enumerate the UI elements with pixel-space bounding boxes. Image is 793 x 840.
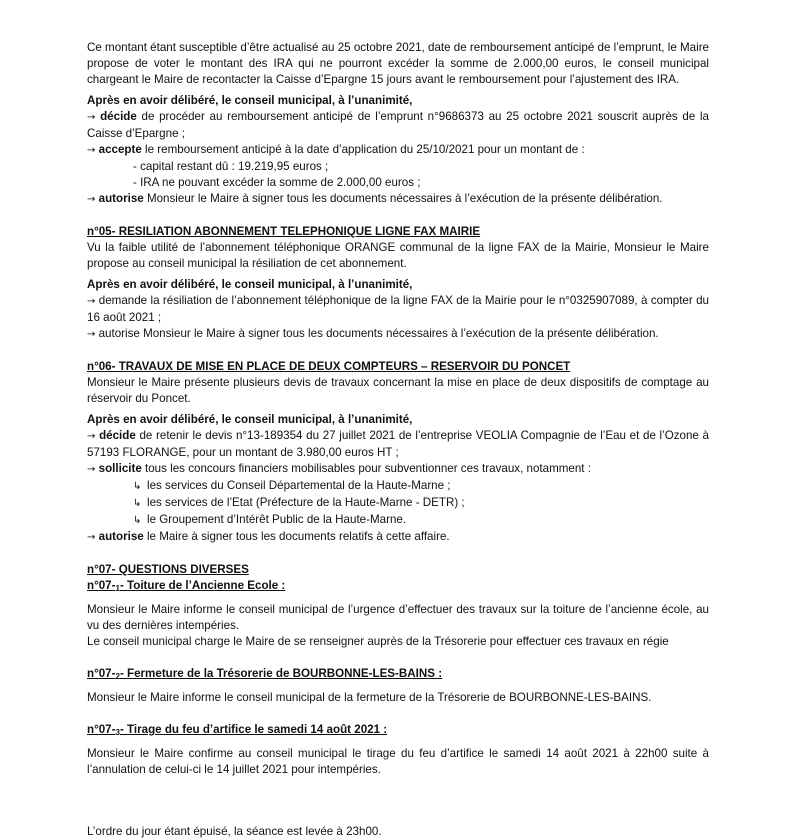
autorise-keyword: autorise <box>98 192 144 205</box>
subsection-number: 2 <box>115 672 120 681</box>
document-page <box>87 40 709 840</box>
accepte-text: le remboursement anticipé à la date d’application du 25/10/2021 pour un montant de : <box>141 143 585 156</box>
arrow-icon: → <box>87 464 96 475</box>
decide-keyword: décide <box>100 110 137 123</box>
subsection-07-3-paragraph: Monsieur le Maire confirme au conseil municipal le tirage du feu d’artifice le samedi 14 août 2021 à 22h00 suite à l’annulation de celui-ci le 14 juillet 2021 pour intempéries. <box>87 747 709 776</box>
decide-text: de procéder au remboursement anticipé de l’emprunt n°9686373 au 25 octobre 2021 souscrit auprès de la Caisse d’Epargne ; <box>87 110 709 140</box>
amount-item-ira: - IRA ne pouvant excéder la somme de 2.000,00 euros ; <box>133 176 421 189</box>
return-arrow-icon: ↳ <box>133 481 142 492</box>
subsection-prefix: n°07- <box>87 579 116 592</box>
section-05-autorise <box>87 326 709 343</box>
subsection-prefix: n°07- <box>87 667 116 680</box>
subsection-number: 3 <box>115 728 120 737</box>
autorise-text: le Maire à signer tous les documents relatifs à cette affaire. <box>143 530 450 543</box>
subsection-07-1-paragraph: Monsieur le Maire informe le conseil municipal de l’urgence d’effectuer des travaux sur la toiture de l’ancienne école, au vu des dernières intempéries. <box>87 603 709 632</box>
subsection-title-text: - Toiture de l’Ancienne Ecole : <box>119 579 286 592</box>
arrow-icon: → <box>87 329 96 340</box>
amount-item-capital: - capital restant dû : 19.219,95 euros ; <box>133 160 329 173</box>
autorise-text: Monsieur le Maire à signer tous les documents nécessaires à l’exécution de la présente délibération. <box>143 192 663 205</box>
autorise-keyword: autorise <box>98 530 144 543</box>
deliberation-heading: Après en avoir délibéré, le conseil municipal, à l’unanimité, <box>87 278 413 291</box>
closing-statement: L’ordre du jour étant épuisé, la séance est levée à 23h00. <box>87 825 382 838</box>
section-05-intro: Vu la faible utilité de l’abonnement téléphonique ORANGE communal de la ligne FAX de la Mairie, Monsieur le Maire propose au conseil municipal la résiliation de cet abonnement. <box>87 241 709 270</box>
ira-intro-paragraph: Ce montant étant susceptible d’être actualisé au 25 octobre 2021, date de remboursement anticipé de l’emprunt, le Maire propose de voter le montant des IRA qui ne pourront excéder la somme de 2.000,00 euros, le conseil municipal chargeant le Maire de recontacter la Caisse d’Epargne 15 jours avant le remboursement pour l’ajustement des IRA. <box>87 41 709 86</box>
section-06-sollicite <box>87 461 709 478</box>
subsection-07-2-title <box>87 666 709 685</box>
arrow-icon: → <box>87 194 96 205</box>
decision-accepte <box>87 142 709 159</box>
funding-item-etat <box>87 495 709 512</box>
subsection-title-text: - Fermeture de la Trésorerie de BOURBONNE-LES-BAINS : <box>119 667 443 680</box>
decision-autorise <box>87 191 709 208</box>
arrow-icon: → <box>87 296 96 307</box>
section-06-intro: Monsieur le Maire présente plusieurs devis de travaux concernant la mise en place de deux dispositifs de comptage au réservoir du Poncet. <box>87 376 709 405</box>
funding-item-text: le Groupement d’Intérêt Public de la Haute-Marne. <box>147 513 407 526</box>
funding-item-text: les services de l’Etat (Préfecture de la Haute-Marne - DETR) ; <box>147 496 465 509</box>
funding-item-text: les services du Conseil Départemental de la Haute-Marne ; <box>147 479 451 492</box>
arrow-icon: → <box>87 431 96 442</box>
autorise-text: autorise Monsieur le Maire à signer tous les documents nécessaires à l’exécution de la présente délibération. <box>95 327 659 340</box>
section-06-decide <box>87 428 709 461</box>
subsection-07-1-paragraph-2: Le conseil municipal charge le Maire de se renseigner auprès de la Trésorerie pour effectuer ces travaux en régie <box>87 635 669 648</box>
sollicite-keyword: sollicite <box>98 462 142 475</box>
funding-item-departement <box>87 478 709 495</box>
arrow-icon: → <box>87 112 96 123</box>
subsection-07-3-title <box>87 722 709 741</box>
decide-text: de retenir le devis n°13-189354 du 27 juillet 2021 de l’entreprise VEOLIA Compagnie de l’Eau et de l’Ozone à 57193 FLORANGE, pour un montant de 3.980,00 euros HT ; <box>87 429 709 459</box>
subsection-07-2-paragraph: Monsieur le Maire informe le conseil municipal de la fermeture de la Trésorerie de BOURBONNE-LES-BAINS. <box>87 691 652 704</box>
sollicite-text: tous les concours financiers mobilisables pour subventionner ces travaux, notamment : <box>141 462 591 475</box>
arrow-icon: → <box>87 532 96 543</box>
section-05-title: n°05- RESILIATION ABONNEMENT TELEPHONIQUE LIGNE FAX MAIRIE <box>87 225 481 238</box>
section-07-title: n°07- QUESTIONS DIVERSES <box>87 563 249 576</box>
deliberation-heading: Après en avoir délibéré, le conseil municipal, à l’unanimité, <box>87 413 413 426</box>
return-arrow-icon: ↳ <box>133 515 142 526</box>
subsection-prefix: n°07- <box>87 723 116 736</box>
deliberation-heading: Après en avoir délibéré, le conseil municipal, à l’unanimité, <box>87 94 413 107</box>
section-06-autorise <box>87 529 709 546</box>
subsection-title-text: - Tirage du feu d’artifice le samedi 14 août 2021 : <box>119 723 388 736</box>
funding-item-gip <box>87 512 709 529</box>
arrow-icon: → <box>87 145 96 156</box>
return-arrow-icon: ↳ <box>133 498 142 509</box>
section-05-demande <box>87 293 709 326</box>
subsection-07-1-title <box>87 578 709 597</box>
decide-keyword: décide <box>99 429 136 442</box>
decision-decide <box>87 109 709 142</box>
section-06-title: n°06- TRAVAUX DE MISE EN PLACE DE DEUX COMPTEURS – RESERVOIR DU PONCET <box>87 360 571 373</box>
demande-text: demande la résiliation de l’abonnement téléphonique de la ligne FAX de la Mairie pour le n°0325907089, à compter du 16 août 2021 ; <box>87 294 709 324</box>
subsection-number: 1 <box>115 584 120 593</box>
accepte-keyword: accepte <box>98 143 142 156</box>
